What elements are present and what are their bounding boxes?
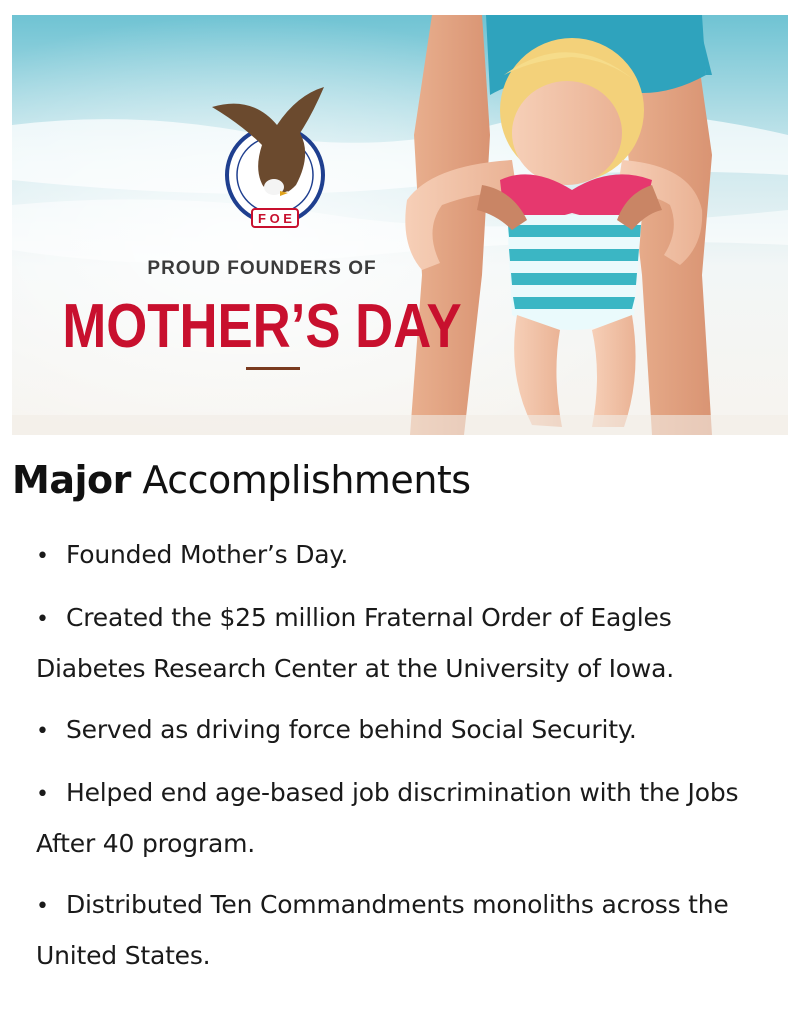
hero-divider: [246, 367, 300, 370]
bullet-icon: •: [36, 894, 49, 919]
list-item: [36, 705, 766, 756]
hero-banner: [12, 15, 788, 435]
bullet-icon: •: [36, 607, 49, 632]
list-item-text: Served as driving force behind Social Security.: [66, 715, 637, 744]
bullet-icon: •: [36, 782, 49, 807]
bullet-icon: •: [36, 544, 49, 569]
headline-overlay: [12, 15, 488, 435]
section-heading-rest: Accomplishments: [130, 458, 471, 502]
hero-title: MOTHER’S DAY: [62, 292, 462, 361]
hero-tagline: PROUD FOUNDERS OF: [147, 258, 377, 279]
list-item: [36, 768, 766, 868]
logo-letters: F O E: [258, 211, 292, 226]
list-item: [36, 880, 766, 980]
list-item-text: Distributed Ten Commandments monoliths across the United States.: [36, 890, 729, 970]
section-heading-strong: Major: [12, 458, 131, 502]
list-item-text: Created the $25 million Fraternal Order of Eagles Diabetes Research Center at the University of Iowa.: [36, 603, 674, 683]
list-item: [36, 530, 766, 581]
list-item-text: Founded Mother’s Day.: [66, 540, 349, 569]
list-item-text: Helped end age-based job discrimination with the Jobs After 40 program.: [36, 778, 739, 858]
section-heading: [12, 458, 471, 502]
list-item: [36, 593, 766, 693]
bullet-icon: •: [36, 719, 49, 744]
accomplishments-list: [36, 530, 766, 992]
